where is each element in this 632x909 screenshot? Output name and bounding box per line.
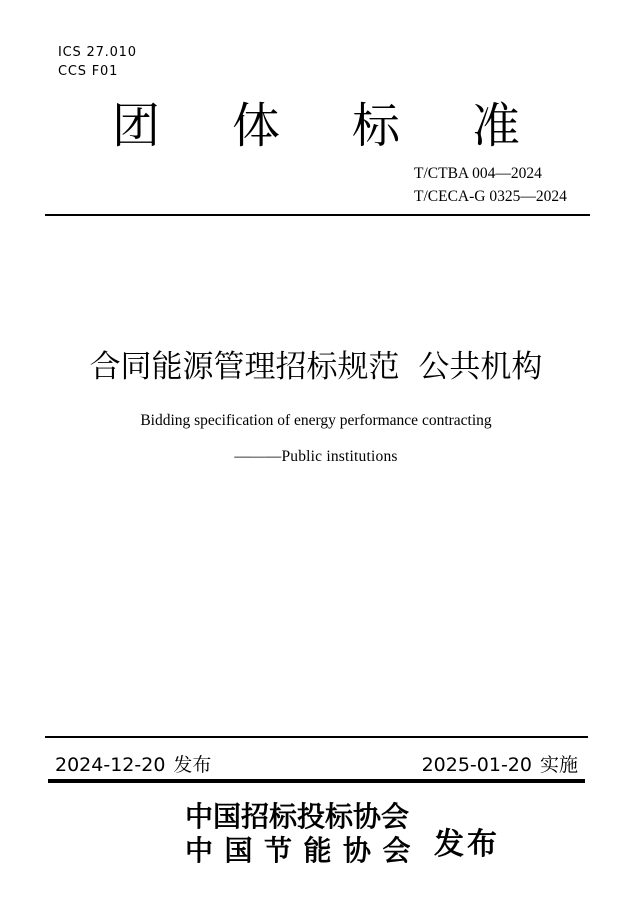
standard-number-ceca: T/CECA-G 0325—2024	[414, 188, 567, 205]
header-rule	[45, 214, 590, 216]
implementation-date-group	[422, 750, 578, 777]
document-subtitle-english: ———Public institutions	[234, 448, 398, 465]
dates-row	[55, 750, 578, 777]
document-title-english: Bidding specification of energy performance contracting	[140, 412, 492, 429]
standard-type-title: 团体标准	[111, 98, 592, 154]
publisher-ctba: 中国招标投标协会	[185, 802, 410, 833]
standard-number-ctba: T/CTBA 004—2024	[414, 165, 542, 182]
document-title-chinese: 合同能源管理招标规范 公共机构	[89, 349, 543, 385]
publisher-ceca: 中国节能协会	[185, 836, 423, 867]
issue-date: 2024-12-20	[55, 754, 166, 776]
dates-top-rule	[45, 736, 588, 738]
issue-date-group	[55, 750, 211, 777]
publisher-block	[185, 801, 423, 869]
implementation-label: 实施	[539, 754, 578, 776]
issue-label: 发布	[173, 754, 212, 776]
ics-code: ICS 27.010	[58, 45, 137, 60]
classification-codes	[58, 44, 137, 81]
footer-rule	[48, 779, 585, 783]
standard-number-block	[414, 162, 567, 208]
implementation-date: 2025-01-20	[421, 754, 532, 776]
ccs-code: CCS F01	[58, 63, 119, 79]
publish-action-label: 发布	[434, 828, 500, 861]
